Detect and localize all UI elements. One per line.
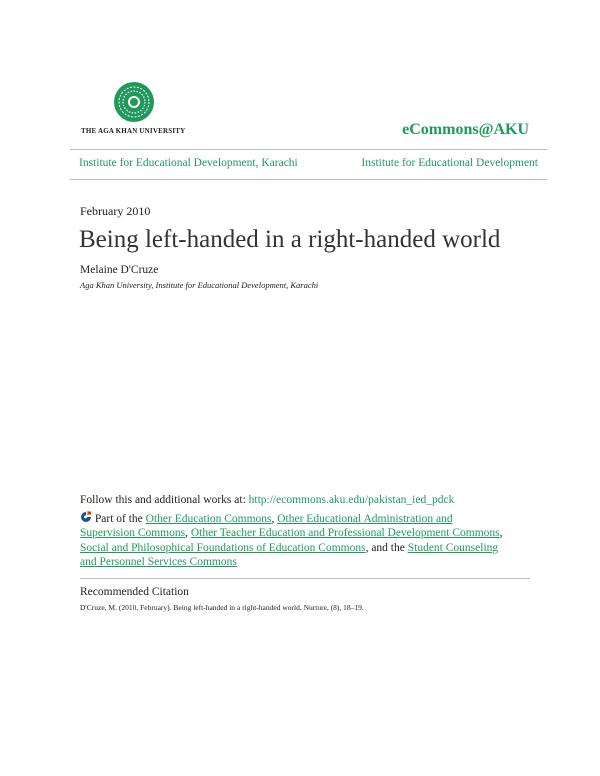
divider [70,179,547,180]
commons-link[interactable]: Other Education Commons [145,513,272,525]
repository-name[interactable]: eCommons@AKU [402,121,529,138]
university-name: THE AGA KHAN UNIVERSITY [81,127,186,135]
aku-logo-icon [113,81,155,123]
publication-date: February 2010 [80,204,151,218]
citation-heading: Recommended Citation [80,586,189,598]
commons-link[interactable]: Other Teacher Education and Professional Development Commons [190,527,500,540]
separator: , [499,527,503,540]
follow-line [80,494,454,506]
collection-url-link[interactable]: http://ecommons.aku.edu/pakistan_ied_pdck [248,494,455,506]
part-of-paragraph [80,511,510,569]
divider [70,149,547,150]
separator: , and the [365,541,408,554]
network-logo-icon [80,511,92,523]
divider [80,578,530,579]
commons-link[interactable]: Student Counseling and Personnel Services Commons [80,541,499,568]
author-name: Melaine D'Cruze [80,264,159,276]
commons-link[interactable]: Social and Philosophical Foundations of Education Commons [80,541,366,554]
separator: , [271,513,278,525]
citation-text: D'Cruze, M. (2010, February). Being left-handed in a right-handed world. Nurture, (8), 18–19. [80,603,364,612]
part-of-label: Part of the [94,513,146,525]
follow-label: Follow this and additional works at: [80,494,249,506]
department-link[interactable]: Institute for Educational Development, Karachi [79,157,298,169]
author-affiliation: Aga Khan University, Institute for Educational Development, Karachi [80,280,319,290]
article-title: Being left-handed in a right-handed world [79,226,501,253]
commons-link[interactable]: Other Educational Administration and Supervision Commons [80,513,453,540]
separator: , [185,527,191,540]
institute-link[interactable]: Institute for Educational Development [361,157,538,169]
